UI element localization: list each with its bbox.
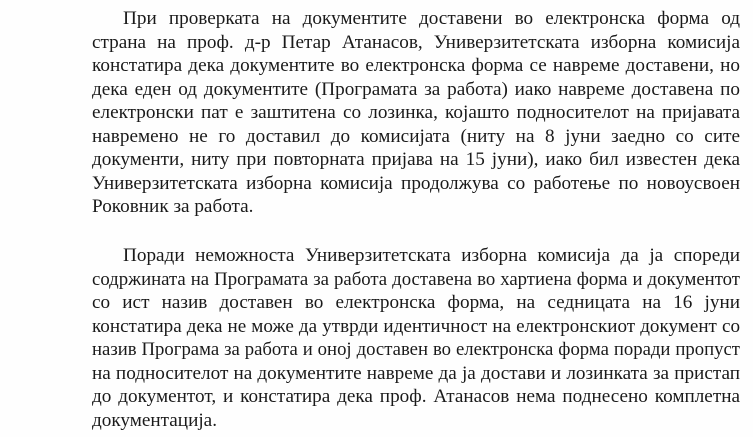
text-line: констатира дека не може да утврди идентичност на електронскиот документ со [92, 315, 740, 337]
text-line: електронски пат е заштитена со лозинка, којашто подносителот на пријавата [92, 102, 740, 123]
text-line: содржината на Програмата за работа доставена во хартиена форма и документот [92, 268, 740, 290]
text-line: При проверката на документите доставени во електронска форма од [123, 8, 740, 29]
text-line: до документот, и констатира дека проф. Атанасов нема поднесено комплетна [92, 386, 740, 407]
text-line: документација. [92, 409, 217, 431]
text-line: констатира дека документите во електронска форма се навреме доставени, но [92, 55, 740, 76]
text-line: со ист назив доставен во електронска форма, на седницата на 16 јуни [92, 292, 740, 313]
text-line: навремено не го доставил до комисијата (ниту на 8 јуни заедно со сите [92, 125, 740, 147]
paragraph-1 [92, 7, 740, 219]
text-line: дека еден од документите (Програмата за работа) иако навреме доставена по [92, 78, 740, 100]
text-line: назив Програма за работа и оној доставен во електронска форма поради пропуст [92, 339, 740, 360]
text-line: на подносителот на документите навреме да ја достави и лозинката за пристап [92, 362, 740, 384]
text-line: Роковник за работа. [92, 196, 254, 217]
text-line: Универзитетската изборна комисија продолжува со работење по новоусвоен [92, 172, 740, 194]
text-line: документи, ниту при повторната пријава на 15 јуни), иако бил известен дека [92, 149, 740, 170]
text-line: Поради неможноста Универзитетската изборна комисија да ја спореди [123, 245, 740, 266]
text-line: страна на проф. д-р Петар Атанасов, Универзитетската изборна комисија [92, 31, 740, 53]
paragraph-2 [92, 244, 740, 432]
